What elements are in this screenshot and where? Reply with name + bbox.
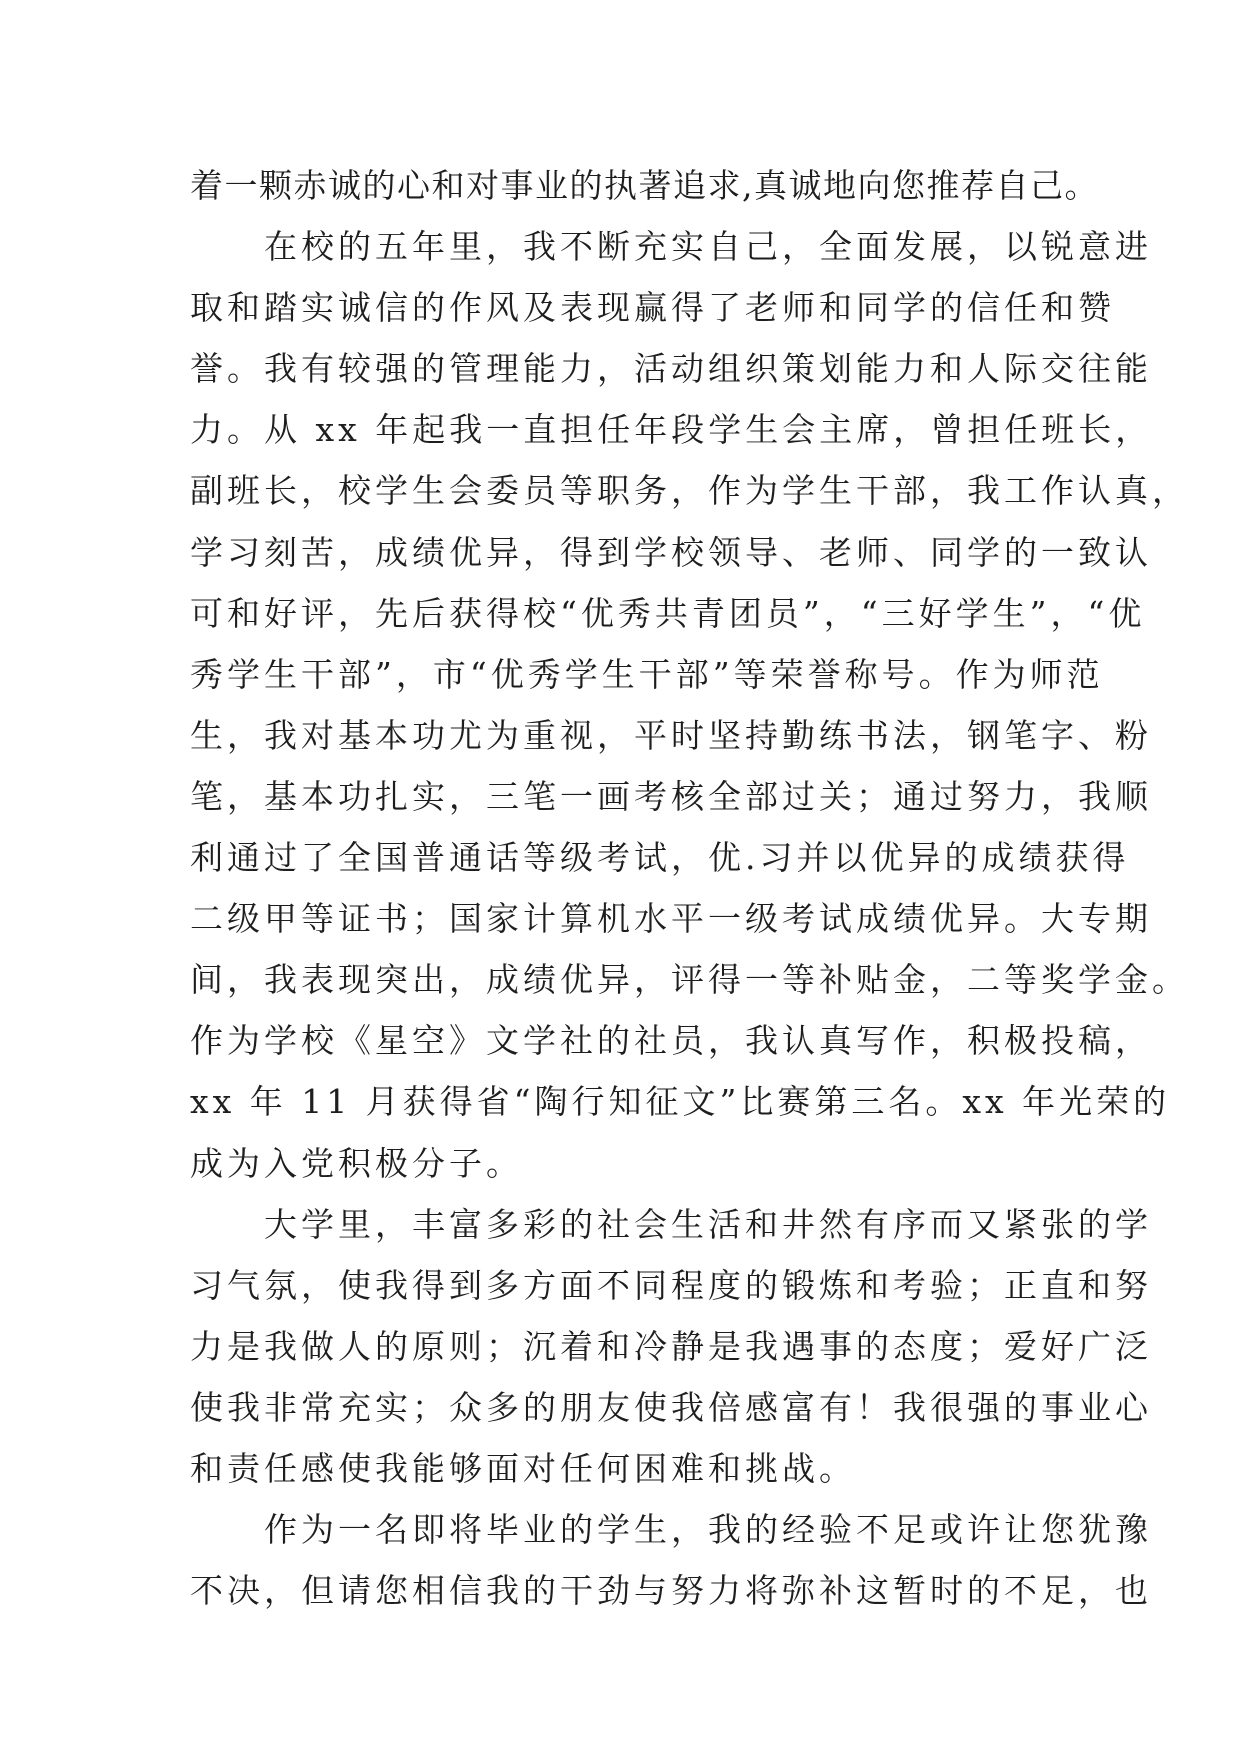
text-line: 誉。我有较强的管理能力，活动组织策划能力和人际交往能 <box>190 349 1152 389</box>
text-line: 秀学生干部”，市“优秀学生干部”等荣誉称号。作为师范 <box>190 654 1104 694</box>
text-line: 生，我对基本功尤为重视，平时坚持勤练书法，钢笔字、粉 <box>190 715 1152 755</box>
text-line: 使我非常充实；众多的朋友使我倍感富有！我很强的事业心 <box>190 1387 1152 1427</box>
text-line: 大学里，丰富多彩的社会生活和井然有序而又紧张的学 <box>190 1204 1152 1244</box>
text-line: xx 年 11 月获得省“陶行知征文”比赛第三名。xx 年光荣的 <box>190 1082 1171 1122</box>
text-line: 可和好评，先后获得校“优秀共青团员”，“三好学生”，“优 <box>190 593 1146 633</box>
text-line: 取和踏实诚信的作风及表现赢得了老师和同学的信任和赞 <box>190 288 1115 328</box>
text-line: 作为一名即将毕业的学生，我的经验不足或许让您犹豫 <box>190 1510 1152 1550</box>
text-line: 笔，基本功扎实，三笔一画考核全部过关；通过努力，我顺 <box>190 776 1152 816</box>
text-line: 力是我做人的原则；沉着和冷静是我遇事的态度；爱好广泛 <box>190 1326 1152 1366</box>
text-line: 作为学校《星空》文学社的社员，我认真写作，积极投稿， <box>190 1021 1152 1061</box>
text-line: 着一颗赤诚的心和对事业的执著追求,真诚地向您推荐自己。 <box>190 166 1099 205</box>
text-line: 在校的五年里，我不断充实自己，全面发展，以锐意进 <box>190 227 1152 267</box>
text-line: 不决，但请您相信我的干劲与努力将弥补这暂时的不足，也 <box>190 1571 1152 1611</box>
text-line: 习气氛，使我得到多方面不同程度的锻炼和考验；正直和努 <box>190 1265 1152 1305</box>
text-line: 间，我表现突出，成绩优异，评得一等补贴金，二等奖学金。 <box>190 960 1189 1000</box>
text-line: 力。从 xx 年起我一直担任年段学生会主席，曾担任班长， <box>190 410 1153 450</box>
body-text <box>190 155 1189 1621</box>
text-line: 和责任感使我能够面对任何困难和挑战。 <box>190 1448 856 1488</box>
text-line: 副班长，校学生会委员等职务，作为学生干部，我工作认真， <box>190 471 1189 511</box>
text-line: 利通过了全国普通话等级考试，优.习并以优异的成绩获得 <box>190 838 1130 878</box>
text-line: 学习刻苦，成绩优异，得到学校领导、老师、同学的一致认 <box>190 532 1152 572</box>
text-line: 成为入党积极分子。 <box>190 1143 523 1183</box>
text-line: 二级甲等证书；国家计算机水平一级考试成绩优异。大专期 <box>190 899 1152 939</box>
